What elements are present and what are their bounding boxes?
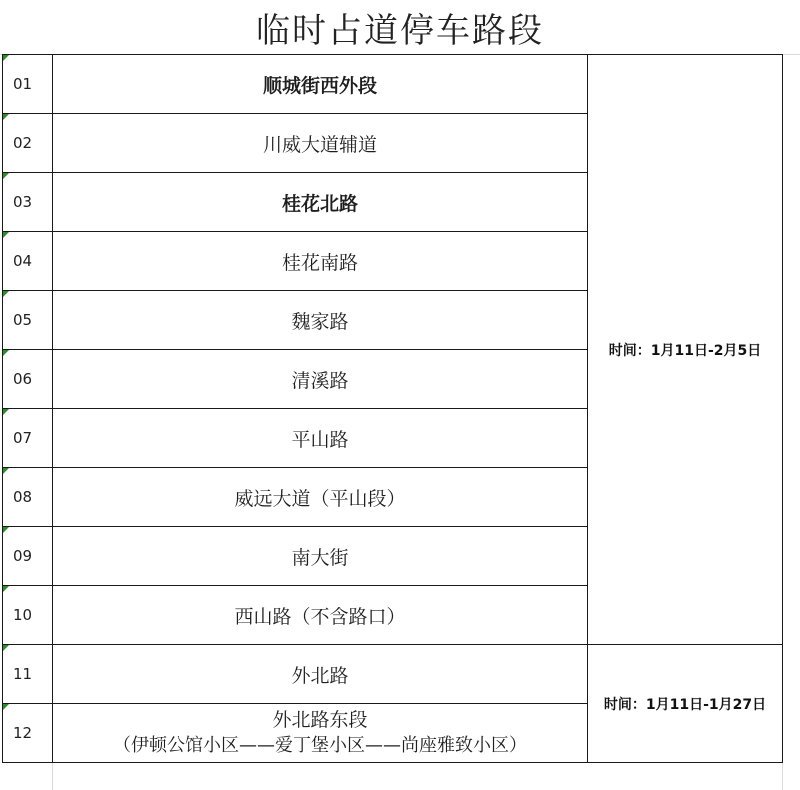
time-range-cell[interactable] [588,55,783,645]
row-number: 10 [13,606,33,624]
road-name: 魏家路 [291,310,349,333]
cell-marker-icon [3,586,9,592]
row-number-cell[interactable] [3,527,53,586]
road-name: 平山路 [291,428,349,451]
road-name-cell[interactable] [53,291,588,350]
road-name-cell[interactable] [53,586,588,645]
table-row [3,55,783,114]
row-number: 09 [13,547,33,565]
cell-marker-icon [3,114,9,120]
cell-marker-icon [3,173,9,179]
road-name-cell[interactable] [53,350,588,409]
cell-marker-icon [3,232,9,238]
row-number-cell[interactable] [3,114,53,173]
cell-marker-icon [3,527,9,533]
row-number: 04 [13,252,33,270]
road-name-cell[interactable] [53,527,588,586]
road-name-cell[interactable] [53,232,588,291]
row-number: 11 [13,665,33,683]
row-number: 06 [13,370,33,388]
row-number: 12 [13,724,33,742]
cell-marker-icon [3,55,9,61]
road-name-cell[interactable] [53,704,588,763]
row-number-cell[interactable] [3,55,53,114]
road-name: 威远大道（平山段） [234,487,406,510]
road-name-detail: （伊顿公馆小区——爱丁堡小区——尚座雅致小区） [113,735,527,756]
road-name-cell[interactable] [53,409,588,468]
row-number-cell[interactable] [3,409,53,468]
row-number: 05 [13,311,33,329]
row-number: 03 [13,193,33,211]
cell-marker-icon [3,350,9,356]
row-number: 02 [13,134,33,152]
row-number: 01 [13,75,33,93]
row-number-cell[interactable] [3,350,53,409]
page-title: 临时占道停车路段 [256,10,544,51]
row-number-cell[interactable] [3,645,53,704]
cell-marker-icon [3,704,9,710]
road-name-cell[interactable] [53,55,588,114]
row-number: 08 [13,488,33,506]
road-name: 桂花北路 [281,192,358,215]
row-number-cell[interactable] [3,586,53,645]
row-number-cell[interactable] [3,468,53,527]
road-name-cell[interactable] [53,468,588,527]
table-row [3,645,783,704]
road-name: 清溪路 [291,369,349,392]
road-name-cell[interactable] [53,114,588,173]
row-number-cell[interactable] [3,291,53,350]
road-name: 外北路东段 [272,709,368,731]
road-name: 外北路 [291,664,349,687]
road-section-table [2,54,783,763]
road-name-cell[interactable] [53,173,588,232]
row-number: 07 [13,429,33,447]
cell-marker-icon [3,291,9,297]
row-number-cell[interactable] [3,232,53,291]
row-number-cell[interactable] [3,704,53,763]
road-name: 川威大道辅道 [262,133,377,156]
road-name: 南大街 [291,546,349,569]
time-range-text: 时间：1月11日-1月27日 [603,696,767,713]
time-range-text: 时间：1月11日-2月5日 [608,342,762,359]
cell-marker-icon [3,468,9,474]
cell-marker-icon [3,645,9,651]
time-range-cell[interactable] [588,645,783,763]
road-name: 桂花南路 [281,251,358,274]
road-name-cell[interactable] [53,645,588,704]
road-name: 顺城街西外段 [262,74,377,97]
cell-marker-icon [3,409,9,415]
row-number-cell[interactable] [3,173,53,232]
road-name: 西山路（不含路口） [234,605,406,628]
